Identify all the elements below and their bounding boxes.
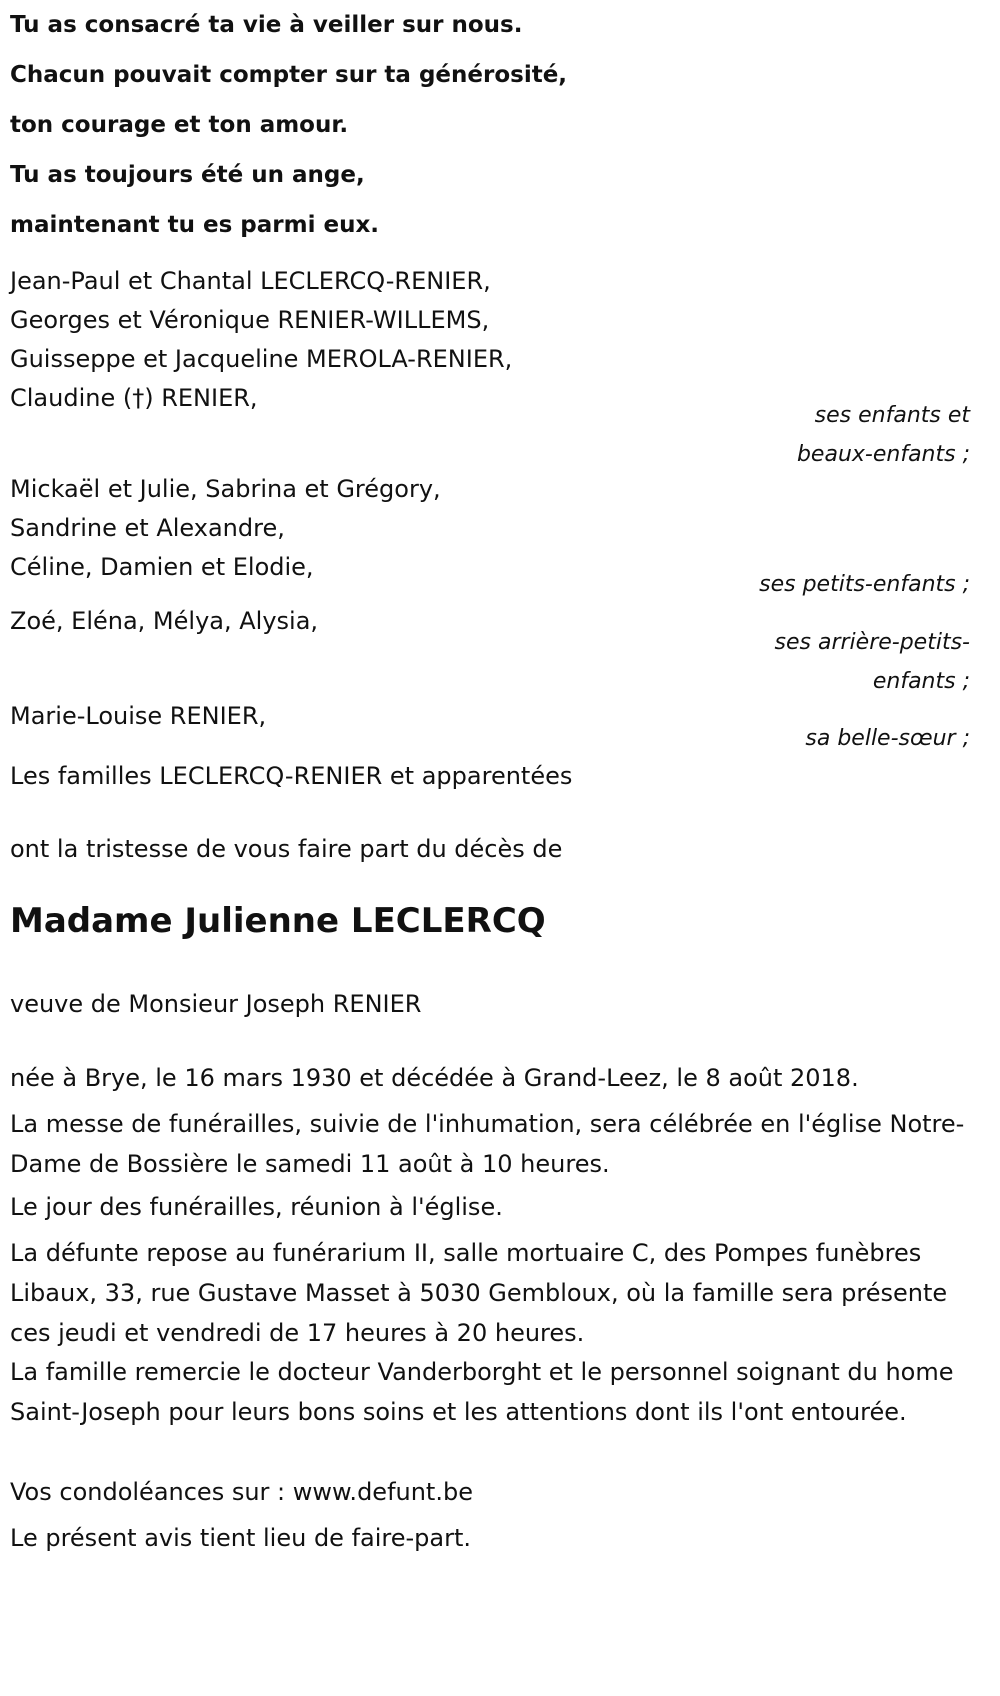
poem-line: maintenant tu es parmi eux.: [10, 212, 380, 238]
sister-in-law-role: [720, 719, 970, 758]
family-member-line: Claudine (†) RENIER,: [10, 384, 258, 412]
poem: [10, 0, 567, 250]
thanks-paragraph: La famille remercie le docteur Vanderborght et le personnel soignant du home Saint-Joseph pour leurs bons soins et les attentions dont ils l'ont entourée.: [10, 1358, 954, 1426]
family-member-line: Georges et Véronique RENIER-WILLEMS,: [10, 306, 490, 334]
family-member-line: Céline, Damien et Elodie,: [10, 553, 314, 581]
family-member-line: Jean-Paul et Chantal LECLERCQ-RENIER,: [10, 267, 491, 295]
great-grandchildren-role: [720, 623, 970, 701]
role-line: ses arrière-petits-: [774, 630, 970, 655]
role-line: enfants ;: [872, 669, 970, 694]
children-role: [720, 396, 970, 474]
funeral-mass-paragraph: La messe de funérailles, suivie de l'inhumation, sera célébrée en l'église Notre-Dame de Bossière le samedi 11 août à 10 heures.: [10, 1110, 965, 1178]
grandchildren-role: [720, 565, 970, 604]
families-line: Les familles LECLERCQ-RENIER et apparentées: [10, 762, 573, 790]
family-member-line: Zoé, Eléna, Mélya, Alysia,: [10, 607, 319, 635]
role-line: ses enfants et: [814, 403, 970, 428]
notice-paragraph: Le présent avis tient lieu de faire-part.: [10, 1524, 472, 1552]
role-line: ses petits-enfants ;: [759, 572, 970, 597]
poem-line: Chacun pouvait compter sur ta générosité,: [10, 62, 568, 88]
meeting-paragraph: Le jour des funérailles, réunion à l'église.: [10, 1193, 503, 1221]
deceased-name: Madame Julienne LECLERCQ: [10, 901, 546, 941]
poem-line: Tu as consacré ta vie à veiller sur nous.: [10, 12, 523, 38]
birth-death-paragraph: née à Brye, le 16 mars 1930 et décédée à Grand-Leez, le 8 août 2018.: [10, 1064, 859, 1092]
role-line: sa belle-sœur ;: [805, 726, 970, 751]
children-section: [10, 262, 990, 418]
role-line: beaux-enfants ;: [796, 442, 970, 467]
poem-line: ton courage et ton amour.: [10, 112, 349, 138]
family-member-line: Mickaël et Julie, Sabrina et Grégory,: [10, 475, 441, 503]
family-member-line: Sandrine et Alexandre,: [10, 514, 285, 542]
poem-line: Tu as toujours été un ange,: [10, 162, 365, 188]
funeral-home-paragraph: La défunte repose au funérarium II, salle mortuaire C, des Pompes funèbres Libaux, 33, rue Gustave Masset à 5030 Gembloux, où la famille sera présente ces jeudi et vendredi de 17 heures à 20 heures.: [10, 1239, 948, 1347]
announcement-line: ont la tristesse de vous faire part du décès de: [10, 835, 563, 863]
widow-of-line: veuve de Monsieur Joseph RENIER: [10, 990, 422, 1018]
condolences-paragraph: Vos condoléances sur : www.defunt.be: [10, 1478, 473, 1506]
family-member-line: Guisseppe et Jacqueline MEROLA-RENIER,: [10, 345, 513, 373]
family-member-line: Marie-Louise RENIER,: [10, 702, 267, 730]
